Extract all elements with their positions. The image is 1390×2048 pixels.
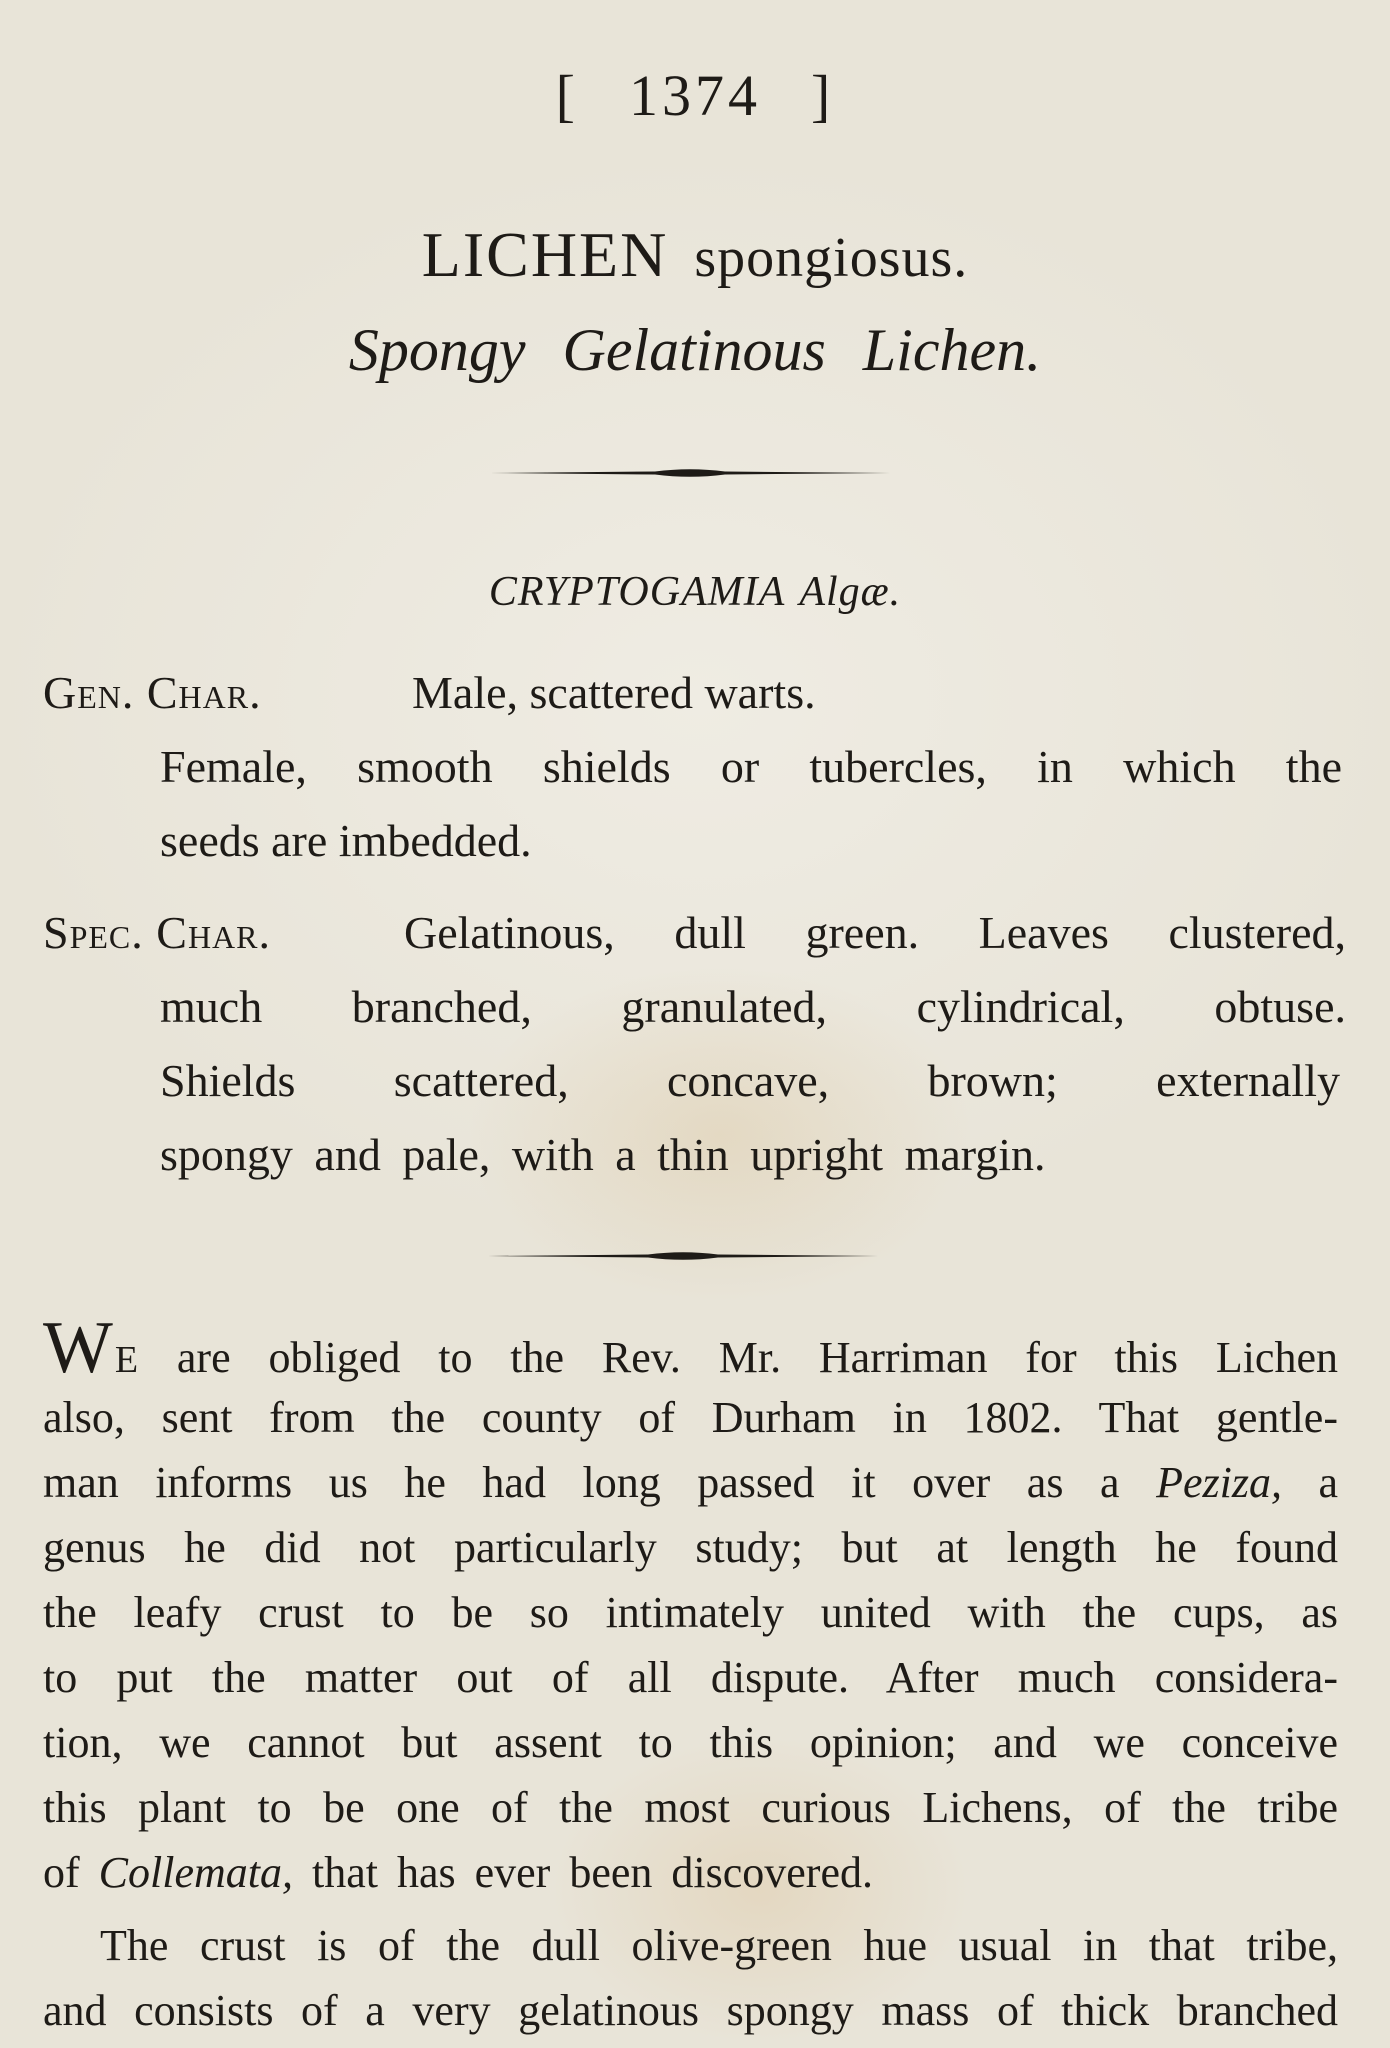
common-name: Spongy Gelatinous Lichen.: [348, 317, 1042, 383]
body-line-9-start: of: [43, 1848, 80, 1897]
spec-char-label-text: Spec. Char.: [43, 907, 272, 958]
spec-char-label: [43, 896, 271, 970]
species-name: spongiosus.: [694, 227, 969, 289]
body-line-9-end: that has ever been discovered.: [311, 1848, 873, 1897]
body-line-7: tion, we cannot but assent to this opinion; and we conceive: [43, 1718, 1338, 1767]
drop-cap-rest: E: [114, 1339, 140, 1381]
page-number-value: 1374: [629, 63, 761, 128]
body-line-2: also, sent from the county of Durham in 1802. That gentle-: [43, 1393, 1338, 1442]
tribe-collemata: Collemata,: [98, 1848, 293, 1897]
body-line-3-text: man informs us he had long passed it over as a: [43, 1458, 1120, 1507]
species-title: [0, 218, 1390, 292]
body-line-1-text: are obliged to the Rev. Mr. Harriman for this Lichen: [176, 1333, 1338, 1382]
gen-char-label: [43, 656, 262, 730]
ornamental-rule-middle: [488, 1247, 878, 1265]
spec-char-line-2: much branched, granulated, cylindrical, obtuse.: [160, 981, 1346, 1032]
body-line-9: [43, 1847, 873, 1898]
body-line-11: and consists of a very gelatinous spongy mass of thick branched: [43, 1986, 1338, 2035]
body-line-3-end: a: [1318, 1458, 1339, 1507]
classification-order: Algæ.: [799, 569, 902, 615]
drop-cap: W: [43, 1307, 113, 1389]
body-line-8: this plant to be one of the most curious Lichens, of the tribe: [43, 1783, 1338, 1832]
ornamental-rule-top: [490, 464, 890, 482]
body-line-10: The crust is of the dull olive-green hue usual in that tribe,: [100, 1921, 1338, 1970]
genus-name: LICHEN: [421, 219, 669, 290]
body-line-6: to put the matter out of all dispute. After much considera-: [43, 1653, 1338, 1702]
spec-char-line-1: Gelatinous, dull green. Leaves clustered,: [404, 907, 1346, 958]
classification: [0, 568, 1390, 616]
body-line-1: [43, 1307, 1338, 1389]
open-bracket: [: [555, 63, 579, 128]
genus-peziza: Peziza,: [1156, 1458, 1282, 1507]
gen-char-line-1: Male, scattered warts.: [412, 667, 816, 718]
gen-char-label-text: Gen. Char.: [43, 667, 262, 718]
classification-class: CRYPTOGAMIA: [488, 569, 786, 615]
close-bracket: ]: [811, 63, 835, 128]
spec-char-line-3: Shields scattered, concave, brown; externally: [160, 1055, 1340, 1106]
body-line-5: the leafy crust to be so intimately united with the cups, as: [43, 1588, 1338, 1637]
gen-char-line-2: Female, smooth shields or tubercles, in which the: [160, 741, 1342, 792]
page-number: [0, 62, 1390, 129]
body-line-4: genus he did not particularly study; but at length he found: [43, 1523, 1338, 1572]
spec-char-line-4: spongy and pale, with a thin upright margin.: [160, 1129, 1046, 1180]
body-line-3: [43, 1457, 1338, 1508]
gen-char-line-3: seeds are imbedded.: [160, 815, 532, 866]
